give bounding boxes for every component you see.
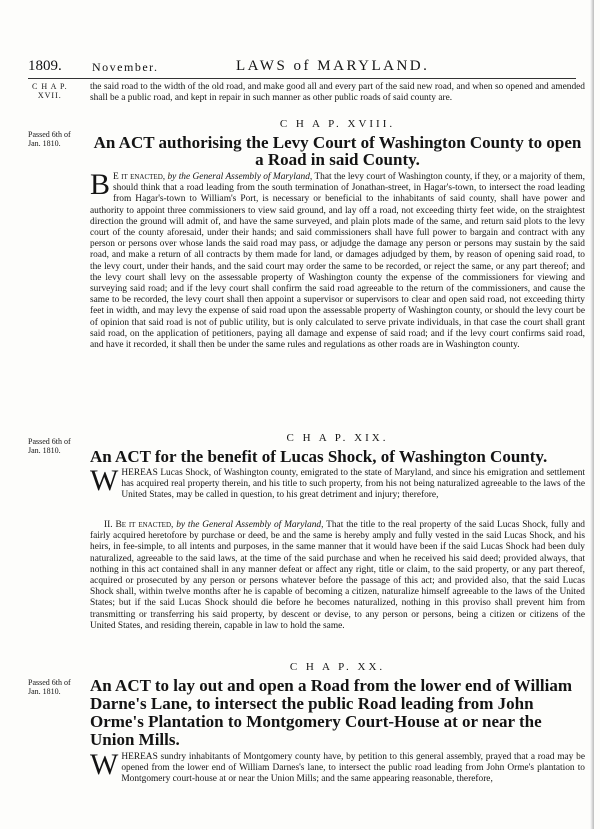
page-edge-shadow [590, 0, 594, 829]
chap19-margin-note: Passed 6th of Jan. 1810. [28, 437, 71, 455]
chap19-dropcap: W [90, 464, 119, 497]
chap20-heading: C H A P. XX. [289, 661, 386, 673]
chap19-title: An ACT for the benefit of Lucas Shock, of Washington County. [90, 447, 548, 466]
chap20-margin-note: Passed 6th of Jan. 1810. [28, 678, 71, 696]
chap18-margin-note: Passed 6th of Jan. 1810. [28, 130, 71, 148]
chap20-dropcap: W [90, 748, 119, 781]
chap18-enact-italic: by the General Assembly of Maryland, [167, 172, 313, 182]
chap18-enact-open: E it enacted, [113, 172, 166, 182]
chap19-heading: C H A P. XIX. [286, 432, 389, 444]
chap18-title [90, 134, 585, 168]
chap18-body [90, 168, 586, 351]
chap18-body-text: That the levy court of Washington county, if they, or a majority of them, should think that a road leading from the south termination of Jonathan-street, in Hagar's-town, to intersect the road leading from Hagar's-town to William's Port, is necessary or beneficial to the inhabitants of said county, shall have power and authority to appoint three commissioners to view said ground, and lay off a road, not exceeding thirty feet wide, on the straightest direction the ground will admit of, and have the same surveyed, and plain plots made of the same, and return said plots to the levy court of the county aforesaid, under their hands; and said commissioners shall have full power to bargain and contract with any person or persons over whose lands the said road may pass, or adjudge the damage any person or persons may sustain by the said road, and make a return of all contracts by them made for land, or damages adjudged by them, by reason of opening said road, to the levy court, under their hands, and the said court may order the same to be recorded, or reject the same, or any part thereof; and the levy court shall levy on the assessable property of Washington county the expense of the commissioners for viewing and surveying said road; and if the levy court shall confirm the said road agreeable to the return of the commissioners, and cause the same to be recorded, the levy court shall then appoint a supervisor or supervisors to clear and open said road, not exceeding thirty feet in width, and may levy the expense of said road upon the assessable property of Washington county, or should the levy court be of opinion that said road is not of public utility, but is only calculated to serve private individuals, in that case the court shall grant said road, on the application of petitioners, paying all damage and expense of said road; and if the levy court confirms said road, and have it recorded, it shall then be under the same rules and regulations as other roads are in Washington county. [90, 172, 586, 351]
chap19-preamble-text: HEREAS Lucas Shock, of Washington county, emigrated to the state of Maryland, and since his emigration and settlement has acquired real property therein, and his title to such property, from his not being naturalized agreeable to the laws of the United States, may be called in question, to his great detriment and injury; therefore, [121, 468, 585, 501]
header-title: LAWS of MARYLAND. [236, 58, 430, 74]
chap19-preamble [90, 464, 585, 502]
chap19-section-text: That the title to the real property of the said Lucas Shock, fully and fairly acquired heretofore by purchase or deed, be and the same is hereby amply and fully vested in the said Lucas Shock, and his heirs, in fee-simple, to all intents and purposes, in the same manner that it would have been if the said Lucas Shock had been duly naturalized, agreeable to the said laws, at the time of the said purchase and when he received his said deed; provided always, that nothing in this act contained shall in any manner defeat or affect any right, title or claim, to the said property, or any part thereof, acquired or prosecuted by any person or persons whatever before the passage of this act; and provided also, that the said Lucas Shock shall, within twelve months after he is capable of becoming a citizen, naturalize himself agreeable to the laws of the United States; but if the said Lucas Shock should die before he becomes naturalized, nothing in this proviso shall prevent him from transmitting or transferring his said property, by descent or devise, to any person or persons, being a citizen or citizens of the United States, and residing therein, capable in law to hold the same. [90, 520, 585, 631]
chap18-heading: C H A P. XVIII. [279, 118, 396, 130]
chap20-preamble-text: HEREAS sundry inhabitants of Montgomery county have, by petition to this general assembly, prayed that a road may be opened from the lower end of William Darnes's lane, to intersect the public road leading from John Orme's plantation to Montgomery court-house at or near the Union Mills; and the same appearing reasonable, therefore, [121, 752, 585, 785]
header-month: November. [92, 60, 159, 74]
chap19-section-italic: by the General Assembly of Maryland, [176, 520, 324, 530]
chap18-title-line1: An ACT authorising the Levy Court of Washington County to open [93, 133, 582, 152]
header-year: 1809. [28, 58, 62, 74]
running-header [28, 58, 576, 78]
chap20-title: An ACT to lay out and open a Road from the lower end of William Darne's Lane, to intersect the public Road leading from John Orme's Plantation to Montgomery Court-House at or near the Union Mills. [90, 676, 573, 749]
chap18-dropcap: B [90, 168, 111, 201]
chap17-margin-note: C H A P. XVII. [32, 82, 68, 100]
chap19-section-2 [90, 520, 585, 632]
chap19-section-open: II. Be it enacted, [104, 520, 174, 530]
chap20-preamble [90, 748, 585, 786]
chap17-text: the said road to the width of the old road, and make good all and every part of the said new road, and when so opened and amended shall be a public road, and kept in repair in such manner as other public roads of said county are. [90, 82, 585, 104]
chap18-title-line2: a Road in said County. [255, 150, 420, 169]
header-rule [28, 78, 576, 79]
